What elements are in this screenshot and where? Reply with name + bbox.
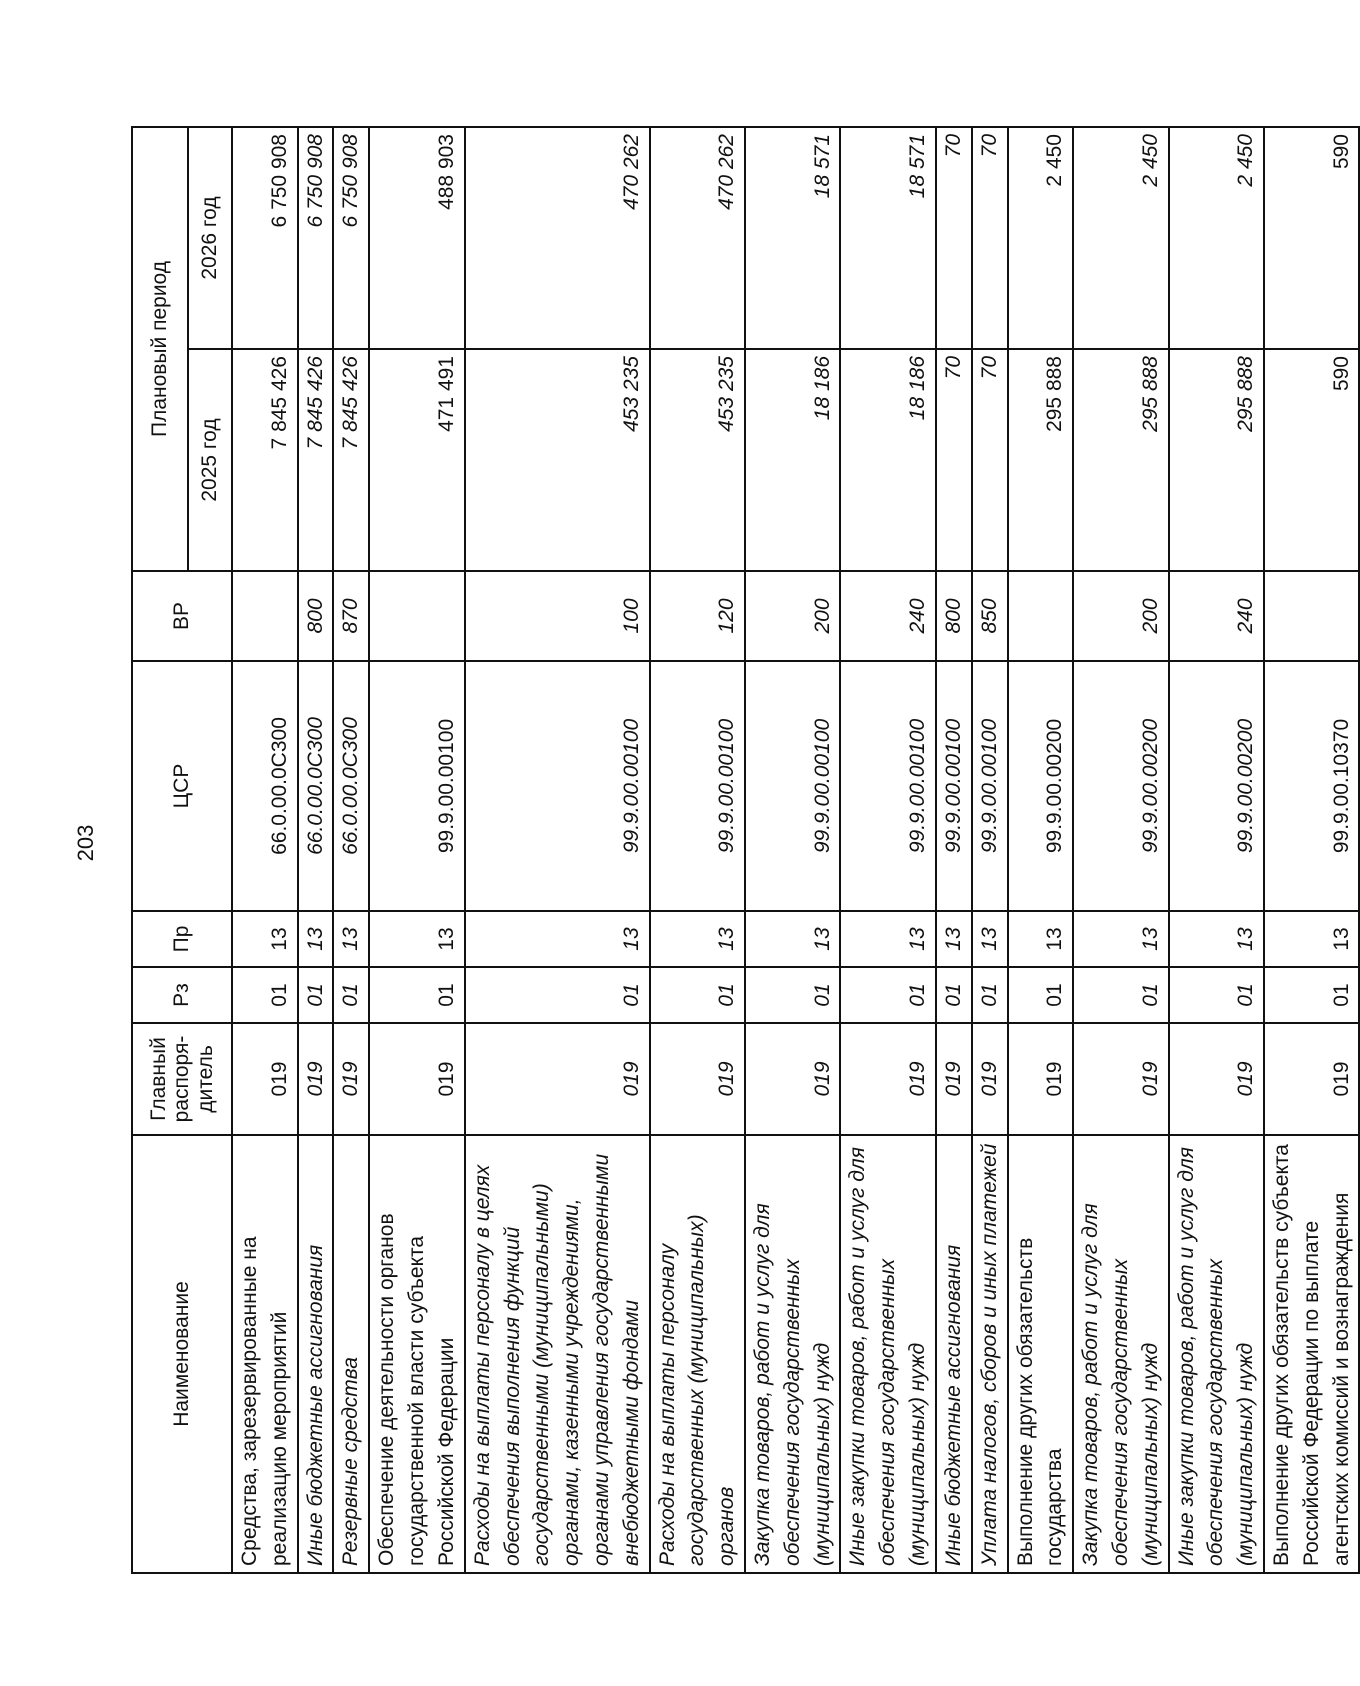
cell-rz: 01 — [1073, 967, 1168, 1023]
cell-2025: 295 888 — [1008, 349, 1074, 571]
cell-2026: 6 750 908 — [333, 127, 369, 349]
cell-manager: 019 — [298, 1023, 334, 1135]
header-row-top — [132, 127, 188, 1573]
cell-csr: 99.9.00.00200 — [1169, 661, 1264, 911]
cell-rz: 01 — [972, 967, 1008, 1023]
cell-name: Иные бюджетные ассигнования — [298, 1135, 334, 1573]
cell-2026: 2 450 — [1169, 127, 1264, 349]
cell-csr: 99.9.00.00100 — [745, 661, 840, 911]
cell-rz: 01 — [840, 967, 935, 1023]
header-2026: 2026 год — [188, 127, 232, 349]
cell-pr: 13 — [840, 911, 935, 967]
cell-manager: 019 — [1008, 1023, 1074, 1135]
cell-pr: 13 — [333, 911, 369, 967]
cell-manager: 019 — [936, 1023, 972, 1135]
cell-csr: 99.9.00.00100 — [465, 661, 650, 911]
cell-pr: 13 — [1008, 911, 1074, 967]
cell-2025: 70 — [972, 349, 1008, 571]
header-pr: Пр — [132, 911, 232, 967]
cell-rz: 01 — [232, 967, 298, 1023]
cell-2026: 6 750 908 — [232, 127, 298, 349]
cell-pr: 13 — [232, 911, 298, 967]
cell-2025: 295 888 — [1073, 349, 1168, 571]
cell-rz: 01 — [1008, 967, 1074, 1023]
cell-vr: 870 — [333, 571, 369, 661]
cell-manager: 019 — [972, 1023, 1008, 1135]
cell-manager: 019 — [840, 1023, 935, 1135]
cell-2025: 7 845 426 — [333, 349, 369, 571]
cell-2025: 18 186 — [840, 349, 935, 571]
cell-manager: 019 — [333, 1023, 369, 1135]
cell-2026: 470 262 — [465, 127, 650, 349]
cell-csr: 99.9.00.10370 — [1264, 661, 1359, 911]
budget-table-rotated — [131, 128, 1353, 1574]
cell-manager: 019 — [745, 1023, 840, 1135]
cell-csr: 99.9.00.00200 — [1073, 661, 1168, 911]
cell-pr: 13 — [298, 911, 334, 967]
cell-2026: 2 450 — [1008, 127, 1074, 349]
table-row — [936, 127, 972, 1573]
cell-rz: 01 — [298, 967, 334, 1023]
cell-2025: 295 888 — [1169, 349, 1264, 571]
cell-2026: 2 450 — [1073, 127, 1168, 349]
cell-pr: 13 — [465, 911, 650, 967]
cell-rz: 01 — [650, 967, 745, 1023]
table-body — [232, 127, 1359, 1573]
cell-pr: 13 — [650, 911, 745, 967]
cell-csr: 99.9.00.00200 — [1008, 661, 1074, 911]
cell-2025: 590 — [1264, 349, 1359, 571]
cell-name: Расходы на выплаты персоналу государственных (муниципальных) органов — [650, 1135, 745, 1573]
cell-2026: 6 750 908 — [298, 127, 334, 349]
cell-name: Средства, зарезервированные на реализацию мероприятий — [232, 1135, 298, 1573]
cell-rz: 01 — [369, 967, 464, 1023]
cell-pr: 13 — [936, 911, 972, 967]
header-csr: ЦСР — [132, 661, 232, 911]
table-row — [1008, 127, 1074, 1573]
header-planned-period: Плановый период — [132, 127, 188, 571]
table-row — [650, 127, 745, 1573]
cell-name: Иные закупки товаров, работ и услуг для обеспечения государственных (муниципальных) нужд — [840, 1135, 935, 1573]
cell-csr: 99.9.00.00100 — [650, 661, 745, 911]
cell-vr: 200 — [745, 571, 840, 661]
cell-2026: 18 571 — [745, 127, 840, 349]
cell-pr: 13 — [1264, 911, 1359, 967]
cell-2025: 471 491 — [369, 349, 464, 571]
cell-2025: 453 235 — [465, 349, 650, 571]
cell-name: Обеспечение деятельности органов государственной власти субъекта Российской Федерации — [369, 1135, 464, 1573]
cell-pr: 13 — [369, 911, 464, 967]
cell-vr: 800 — [298, 571, 334, 661]
table-row — [840, 127, 935, 1573]
cell-manager: 019 — [1073, 1023, 1168, 1135]
cell-2026: 488 903 — [369, 127, 464, 349]
cell-rz: 01 — [465, 967, 650, 1023]
cell-pr: 13 — [972, 911, 1008, 967]
cell-pr: 13 — [1169, 911, 1264, 967]
cell-vr — [1008, 571, 1074, 661]
cell-vr: 850 — [972, 571, 1008, 661]
cell-name: Уплата налогов, сборов и иных платежей — [972, 1135, 1008, 1573]
table-row — [465, 127, 650, 1573]
cell-csr: 99.9.00.00100 — [840, 661, 935, 911]
cell-name: Расходы на выплаты персоналу в целях обеспечения выполнения функций государственными (муниципальными) органами, казенными учреждениями, органами управления государственными внебюджетными фондами — [465, 1135, 650, 1573]
cell-name: Иные закупки товаров, работ и услуг для обеспечения государственных (муниципальных) нужд — [1169, 1135, 1264, 1573]
cell-csr: 99.9.00.00100 — [369, 661, 464, 911]
cell-rz: 01 — [1169, 967, 1264, 1023]
table-row — [745, 127, 840, 1573]
table-row — [1169, 127, 1264, 1573]
cell-rz: 01 — [333, 967, 369, 1023]
cell-manager: 019 — [465, 1023, 650, 1135]
table-row — [369, 127, 464, 1573]
cell-name: Резервные средства — [333, 1135, 369, 1573]
cell-2026: 590 — [1264, 127, 1359, 349]
cell-vr: 240 — [1169, 571, 1264, 661]
cell-2025: 7 845 426 — [232, 349, 298, 571]
cell-manager: 019 — [1169, 1023, 1264, 1135]
cell-csr: 66.0.00.0С300 — [232, 661, 298, 911]
cell-name: Закупка товаров, работ и услуг для обеспечения государственных (муниципальных) нужд — [745, 1135, 840, 1573]
cell-name: Закупка товаров, работ и услуг для обеспечения государственных (муниципальных) нужд — [1073, 1135, 1168, 1573]
cell-2026: 470 262 — [650, 127, 745, 349]
cell-pr: 13 — [745, 911, 840, 967]
cell-manager: 019 — [232, 1023, 298, 1135]
cell-vr: 120 — [650, 571, 745, 661]
table-row — [232, 127, 298, 1573]
page-number: 203 — [73, 824, 98, 862]
table-row — [1073, 127, 1168, 1573]
cell-rz: 01 — [936, 967, 972, 1023]
cell-pr: 13 — [1073, 911, 1168, 967]
table-row — [333, 127, 369, 1573]
cell-csr: 66.0.00.0С300 — [298, 661, 334, 911]
header-rz: Рз — [132, 967, 232, 1023]
cell-2026: 70 — [972, 127, 1008, 349]
cell-name: Выполнение других обязательств государства — [1008, 1135, 1074, 1573]
cell-vr: 100 — [465, 571, 650, 661]
header-name: Наименование — [132, 1135, 232, 1573]
cell-vr — [1264, 571, 1359, 661]
cell-name: Иные бюджетные ассигнования — [936, 1135, 972, 1573]
header-vr: ВР — [132, 571, 232, 661]
cell-rz: 01 — [745, 967, 840, 1023]
cell-manager: 019 — [650, 1023, 745, 1135]
table-row — [1264, 127, 1359, 1573]
cell-csr: 99.9.00.00100 — [972, 661, 1008, 911]
header-manager: Главный распоря-дитель — [132, 1023, 232, 1135]
cell-vr: 200 — [1073, 571, 1168, 661]
budget-table — [131, 126, 1360, 1574]
cell-rz: 01 — [1264, 967, 1359, 1023]
cell-2025: 18 186 — [745, 349, 840, 571]
cell-manager: 019 — [1264, 1023, 1359, 1135]
cell-2025: 453 235 — [650, 349, 745, 571]
cell-2025: 7 845 426 — [298, 349, 334, 571]
cell-csr: 66.0.00.0С300 — [333, 661, 369, 911]
cell-name: Выполнение других обязательств субъекта Российской Федерации по выплате агентских комиссий и вознаграждения — [1264, 1135, 1359, 1573]
cell-vr — [232, 571, 298, 661]
cell-2026: 70 — [936, 127, 972, 349]
cell-manager: 019 — [369, 1023, 464, 1135]
cell-vr: 240 — [840, 571, 935, 661]
cell-2025: 70 — [936, 349, 972, 571]
cell-vr: 800 — [936, 571, 972, 661]
cell-csr: 99.9.00.00100 — [936, 661, 972, 911]
table-row — [298, 127, 334, 1573]
header-2025: 2025 год — [188, 349, 232, 571]
table-row — [972, 127, 1008, 1573]
cell-vr — [369, 571, 464, 661]
cell-2026: 18 571 — [840, 127, 935, 349]
